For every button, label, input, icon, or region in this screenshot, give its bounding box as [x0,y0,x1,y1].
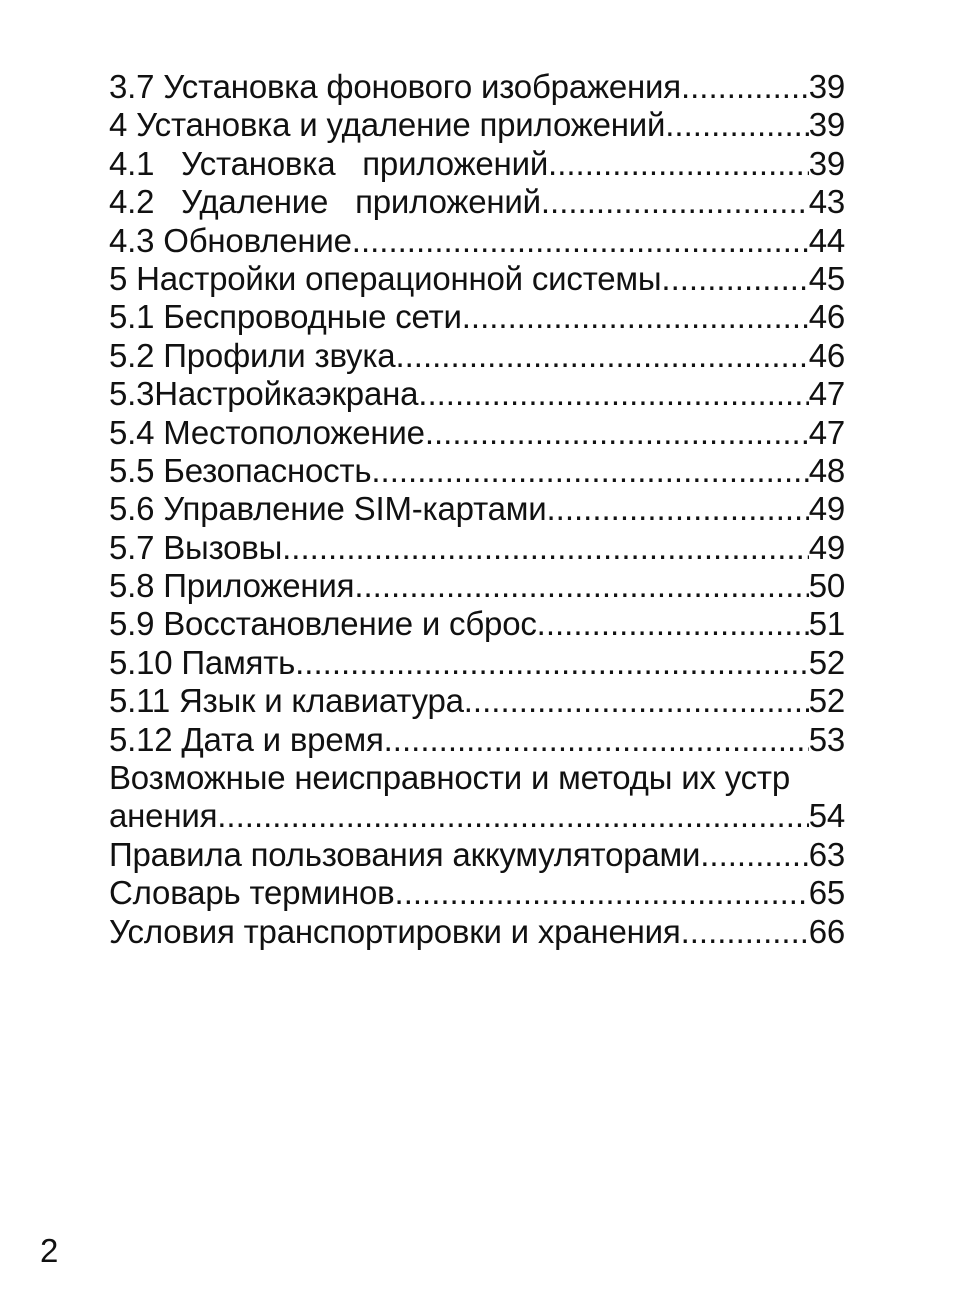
toc-entry-5-2 [109,337,845,375]
toc-entry-page: 51 [808,605,845,643]
toc-entry-page: 39 [808,106,845,144]
toc-entry-page: 45 [808,259,845,297]
dot-leader [295,644,809,682]
toc-entry-5-10 [109,644,845,682]
toc-entry-transport-storage [109,913,845,951]
toc-entry-5-7 [109,529,845,567]
toc-entry-4-2 [109,183,845,221]
toc-entry-title: 5.5 Безопасность [109,451,372,489]
dot-leader [681,68,809,106]
toc-entry-page: 44 [808,221,845,259]
toc-entry-page: 49 [808,528,845,566]
toc-entry-title: 5.9 Восстановление и сброс [109,605,537,643]
dot-leader [418,375,808,413]
toc-entry-title: 5.12 Дата и время [109,720,384,758]
toc-entry-title: Условия транспортировки и хранения [109,912,681,950]
toc-entry-title: 5.6 Управление SIM-картами [109,490,547,528]
toc-entry-5-12 [109,721,845,759]
dot-leader [384,721,809,759]
dot-leader [548,145,809,183]
toc-entry-page: 53 [808,720,845,758]
toc-entry-page: 50 [808,567,845,605]
toc-entry-page: 66 [808,912,845,950]
toc-entry-page: 46 [808,336,845,374]
toc-entry-battery-rules [109,836,845,874]
dot-leader [537,605,809,643]
toc-entry-title: 4 Установка и удаление приложений [109,106,666,144]
toc-entry-title: 5.7 Вызовы [109,528,283,566]
toc-entry-page: 65 [808,874,845,912]
toc-entry-5-3 [109,375,845,413]
dot-leader [546,490,808,528]
toc-entry-title-continued: анения [109,797,218,835]
toc-entry-5-8 [109,567,845,605]
dot-leader [395,337,808,375]
toc-entry-title: 5.8 Приложения [109,567,355,605]
table-of-contents [109,68,845,951]
toc-entry-title: 4.3 Обновление [109,221,352,259]
toc-entry-title: 5.3Настройкаэкрана [109,375,419,413]
toc-entry-5-6 [109,490,845,528]
toc-entry-5-5 [109,452,845,490]
toc-entry-title: 5.1 Беспроводные сети [109,298,462,336]
toc-entry-page: 46 [808,298,845,336]
toc-entry-title: Правила пользования аккумуляторами [109,835,701,873]
toc-entry-title: 4.1 Установка приложений [109,144,549,182]
toc-entry-title: 5.4 Местоположение [109,413,425,451]
dot-leader [665,106,808,144]
toc-entry-troubleshooting-line-1 [109,759,845,797]
toc-entry-page: 49 [808,490,845,528]
dot-leader [661,260,808,298]
toc-entry-4-1 [109,145,845,183]
toc-entry-page: 63 [808,835,845,873]
toc-entry-5-11 [109,682,845,720]
toc-entry-glossary [109,874,845,912]
toc-entry-page: 47 [808,375,845,413]
toc-entry-title: 5.2 Профили звука [109,336,396,374]
toc-entry-title: Возможные неисправности и методы их устр [109,759,791,797]
dot-leader [700,836,808,874]
toc-entry-page: 52 [808,682,845,720]
toc-entry-troubleshooting-line-2 [109,797,845,835]
toc-entry-title: 5 Настройки операционной системы [109,259,662,297]
toc-entry-page: 47 [808,413,845,451]
toc-entry-3-7 [109,68,845,106]
dot-leader [352,222,809,260]
dot-leader [425,414,809,452]
toc-entry-page: 48 [808,451,845,489]
toc-entry-title: 3.7 Установка фонового изображения [109,68,681,105]
toc-entry-title: 5.11 Язык и клавиатура [109,682,464,720]
toc-entry-page: 43 [808,183,845,221]
dot-leader [464,682,809,720]
toc-entry-4-3 [109,222,845,260]
dot-leader [681,913,809,951]
toc-entry-page: 39 [808,144,845,182]
dot-leader [282,529,809,567]
dot-leader [371,452,808,490]
dot-leader [541,183,809,221]
toc-entry-page: 39 [808,68,845,105]
toc-entry-title: Словарь терминов [109,874,395,912]
page-number: 2 [40,1232,59,1269]
toc-entry-5-1 [109,298,845,336]
toc-entry-4 [109,106,845,144]
toc-entry-5-9 [109,605,845,643]
toc-entry-5 [109,260,845,298]
dot-leader [354,567,808,605]
dot-leader [395,874,809,912]
toc-entry-page: 52 [808,643,845,681]
toc-entry-5-4 [109,414,845,452]
toc-entry-title: 5.10 Память [109,643,296,681]
dot-leader [217,797,808,835]
toc-entry-title: 4.2 Удаление приложений [109,183,541,221]
dot-leader [462,298,809,336]
toc-entry-page: 54 [808,797,845,835]
